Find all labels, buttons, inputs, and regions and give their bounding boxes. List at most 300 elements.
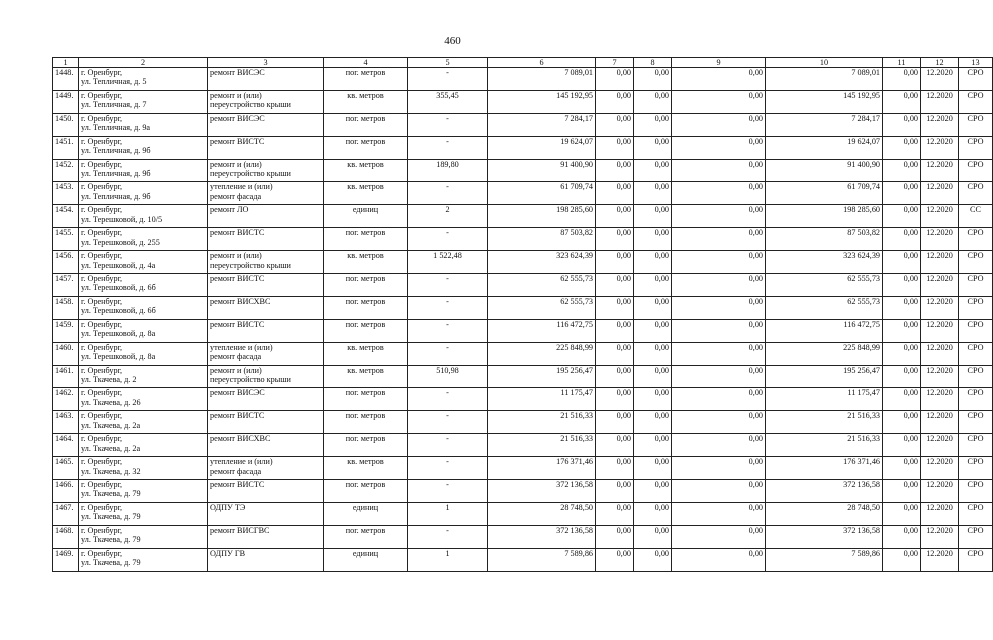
cost-cell: 61 709,74 [488,182,596,205]
col8-cell: 0,00 [634,159,672,182]
row-number: 1468. [53,525,79,548]
method-cell: СС [959,205,993,228]
unit-cell: пог. метров [324,525,408,548]
row-number: 1469. [53,548,79,571]
address-cell [79,182,208,205]
cost-cell: 116 472,75 [488,319,596,342]
period-cell: 12.2020 [921,548,959,571]
work-type-cell [208,342,324,365]
column-header-11: 11 [883,58,921,68]
address-street: ул. Тепличная, д. 9б [81,191,151,201]
col9-cell: 0,00 [672,548,766,571]
col11-cell: 0,00 [883,113,921,136]
column-header-2: 2 [79,58,208,68]
address-cell [79,480,208,503]
address-street: ул. Терешковой, д. 8а [81,352,156,362]
col9-cell: 0,00 [672,90,766,113]
method-cell: СРО [959,319,993,342]
col11-cell: 0,00 [883,457,921,480]
address-cell [79,159,208,182]
col7-cell: 0,00 [596,411,634,434]
col11-cell: 0,00 [883,480,921,503]
method-cell: СРО [959,548,993,571]
volume-cell: 1 [408,502,488,525]
work-type-cell [208,525,324,548]
col10-cell: 87 503,82 [766,228,883,251]
period-cell: 12.2020 [921,205,959,228]
unit-cell: пог. метров [324,136,408,159]
address-cell [79,228,208,251]
column-header-8: 8 [634,58,672,68]
address-cell [79,525,208,548]
method-cell: СРО [959,182,993,205]
address-street: ул. Ткачева, д. 2а [81,443,141,453]
work-type-line: ремонт ВИСТС [210,319,265,329]
col7-cell: 0,00 [596,388,634,411]
address-cell [79,319,208,342]
method-cell: СРО [959,525,993,548]
address-street: ул. Тепличная, д. 9б [81,146,151,156]
col11-cell: 0,00 [883,228,921,251]
period-cell: 12.2020 [921,136,959,159]
table-row [53,274,993,297]
table-row [53,251,993,274]
table-row [53,296,993,319]
work-type-cell [208,365,324,388]
col8-cell: 0,00 [634,228,672,251]
col10-cell: 372 136,58 [766,480,883,503]
volume-cell: - [408,457,488,480]
address-street: ул. Тепличная, д. 9б [81,168,151,178]
col8-cell: 0,00 [634,113,672,136]
cost-cell: 87 503,82 [488,228,596,251]
method-cell: СРО [959,296,993,319]
address-street: ул. Тепличная, д. 5 [81,77,147,87]
work-type-line: ремонт ВИСЭС [210,113,265,123]
work-type-line: ремонт фасада [210,466,262,476]
volume-cell: - [408,228,488,251]
address-city: г. Оренбург, [81,68,123,77]
col8-cell: 0,00 [634,434,672,457]
unit-cell: пог. метров [324,228,408,251]
work-type-cell [208,388,324,411]
cost-cell: 21 516,33 [488,434,596,457]
address-cell [79,136,208,159]
unit-cell: кв. метров [324,90,408,113]
col10-cell: 21 516,33 [766,434,883,457]
method-cell: СРО [959,228,993,251]
column-header-4: 4 [324,58,408,68]
unit-cell: пог. метров [324,411,408,434]
col8-cell: 0,00 [634,182,672,205]
volume-cell: - [408,68,488,91]
col7-cell: 0,00 [596,525,634,548]
column-header-3: 3 [208,58,324,68]
volume-cell: - [408,113,488,136]
col10-cell: 225 848,99 [766,342,883,365]
table-row [53,457,993,480]
address-street: ул. Ткачева, д. 79 [81,535,141,545]
work-type-cell [208,274,324,297]
work-type-line: переустройство крыши [210,100,291,110]
page-number: 460 [444,35,461,47]
address-city: г. Оренбург, [81,205,123,215]
cost-cell: 62 555,73 [488,274,596,297]
row-number: 1462. [53,388,79,411]
address-street: ул. Терешковой, д. 6б [81,306,156,316]
table-row [53,113,993,136]
col8-cell: 0,00 [634,342,672,365]
col10-cell: 195 256,47 [766,365,883,388]
unit-cell: кв. метров [324,457,408,480]
row-number: 1449. [53,90,79,113]
col10-cell: 28 748,50 [766,502,883,525]
col9-cell: 0,00 [672,159,766,182]
work-type-cell [208,502,324,525]
column-header-12: 12 [921,58,959,68]
volume-cell: 189,80 [408,159,488,182]
work-type-line: ремонт и (или) [210,90,262,100]
address-city: г. Оренбург, [81,480,123,490]
period-cell: 12.2020 [921,365,959,388]
table-row [53,182,993,205]
method-cell: СРО [959,274,993,297]
table-row [53,319,993,342]
address-street: ул. Ткачева, д. 2 [81,374,137,384]
col8-cell: 0,00 [634,296,672,319]
cost-cell: 21 516,33 [488,411,596,434]
volume-cell: - [408,182,488,205]
col10-cell: 198 285,60 [766,205,883,228]
col7-cell: 0,00 [596,502,634,525]
work-type-line: ремонт ВИСТС [210,274,265,284]
row-number: 1459. [53,319,79,342]
address-city: г. Оренбург, [81,388,123,398]
work-type-line: ремонт ВИСЭС [210,68,265,77]
address-cell [79,68,208,91]
row-number: 1458. [53,296,79,319]
method-cell: СРО [959,457,993,480]
col7-cell: 0,00 [596,365,634,388]
col11-cell: 0,00 [883,136,921,159]
volume-cell: - [408,525,488,548]
method-cell: СРО [959,251,993,274]
col8-cell: 0,00 [634,411,672,434]
work-type-line: ремонт фасада [210,352,262,362]
cost-cell: 91 400,90 [488,159,596,182]
volume-cell: 1 [408,548,488,571]
col11-cell: 0,00 [883,90,921,113]
address-cell [79,411,208,434]
address-city: г. Оренбург, [81,136,123,146]
work-type-cell [208,296,324,319]
row-number: 1460. [53,342,79,365]
table-row [53,90,993,113]
work-type-cell [208,251,324,274]
col11-cell: 0,00 [883,296,921,319]
col9-cell: 0,00 [672,274,766,297]
address-cell [79,296,208,319]
volume-cell: 2 [408,205,488,228]
row-number: 1450. [53,113,79,136]
address-cell [79,342,208,365]
repair-register-table [52,57,993,572]
col7-cell: 0,00 [596,182,634,205]
work-type-line: ремонт ВИСТС [210,480,265,490]
row-number: 1466. [53,480,79,503]
row-number: 1456. [53,251,79,274]
address-cell [79,502,208,525]
row-number: 1457. [53,274,79,297]
method-cell: СРО [959,502,993,525]
work-type-line: ремонт ВИСХВС [210,296,271,306]
volume-cell: - [408,319,488,342]
address-city: г. Оренбург, [81,274,123,284]
col7-cell: 0,00 [596,342,634,365]
unit-cell: пог. метров [324,319,408,342]
address-cell [79,457,208,480]
method-cell: СРО [959,68,993,91]
col9-cell: 0,00 [672,228,766,251]
work-type-line: переустройство крыши [210,260,291,270]
period-cell: 12.2020 [921,525,959,548]
volume-cell: - [408,136,488,159]
work-type-line: утепление и (или) [210,342,273,352]
address-cell [79,113,208,136]
volume-cell: - [408,342,488,365]
method-cell: СРО [959,136,993,159]
work-type-line: ремонт ВИСГВС [210,525,270,535]
work-type-cell [208,136,324,159]
unit-cell: единиц [324,502,408,525]
unit-cell: кв. метров [324,251,408,274]
table-row [53,411,993,434]
row-number: 1452. [53,159,79,182]
volume-cell: 510,98 [408,365,488,388]
col7-cell: 0,00 [596,205,634,228]
row-number: 1464. [53,434,79,457]
work-type-cell [208,411,324,434]
col9-cell: 0,00 [672,68,766,91]
address-street: ул. Терешковой, д. 10/5 [81,214,163,224]
column-header-1: 1 [53,58,79,68]
col10-cell: 116 472,75 [766,319,883,342]
col10-cell: 62 555,73 [766,274,883,297]
period-cell: 12.2020 [921,274,959,297]
address-city: г. Оренбург, [81,182,123,192]
row-number: 1461. [53,365,79,388]
work-type-line: ремонт и (или) [210,365,262,375]
address-city: г. Оренбург, [81,159,123,169]
volume-cell: - [408,274,488,297]
row-number: 1455. [53,228,79,251]
work-type-line: ремонт ЛО [210,205,249,215]
work-type-line: ремонт и (или) [210,159,262,169]
col8-cell: 0,00 [634,457,672,480]
col8-cell: 0,00 [634,205,672,228]
work-type-cell [208,205,324,228]
row-number: 1467. [53,502,79,525]
period-cell: 12.2020 [921,296,959,319]
period-cell: 12.2020 [921,90,959,113]
col11-cell: 0,00 [883,365,921,388]
table-row [53,502,993,525]
cost-cell: 198 285,60 [488,205,596,228]
unit-cell: пог. метров [324,113,408,136]
cost-cell: 372 136,58 [488,525,596,548]
work-type-cell [208,68,324,91]
table-row [53,365,993,388]
period-cell: 12.2020 [921,319,959,342]
address-street: ул. Ткачева, д. 79 [81,558,141,568]
unit-cell: кв. метров [324,365,408,388]
table-row [53,342,993,365]
col7-cell: 0,00 [596,68,634,91]
address-city: г. Оренбург, [81,411,123,421]
address-city: г. Оренбург, [81,502,123,512]
period-cell: 12.2020 [921,68,959,91]
col10-cell: 7 284,17 [766,113,883,136]
method-cell: СРО [959,342,993,365]
work-type-cell [208,159,324,182]
address-street: ул. Тепличная, д. 9а [81,123,151,133]
work-type-cell [208,113,324,136]
col7-cell: 0,00 [596,434,634,457]
cost-cell: 372 136,58 [488,480,596,503]
col9-cell: 0,00 [672,502,766,525]
address-cell [79,251,208,274]
work-type-cell [208,228,324,251]
work-type-line: утепление и (или) [210,182,273,192]
unit-cell: кв. метров [324,159,408,182]
col10-cell: 176 371,46 [766,457,883,480]
cost-cell: 176 371,46 [488,457,596,480]
col8-cell: 0,00 [634,388,672,411]
col11-cell: 0,00 [883,274,921,297]
address-cell [79,365,208,388]
col11-cell: 0,00 [883,251,921,274]
unit-cell: пог. метров [324,274,408,297]
table-row [53,68,993,91]
col10-cell: 11 175,47 [766,388,883,411]
col11-cell: 0,00 [883,502,921,525]
method-cell: СРО [959,159,993,182]
col9-cell: 0,00 [672,457,766,480]
col10-cell: 323 624,39 [766,251,883,274]
address-street: ул. Ткачева, д. 26 [81,397,141,407]
col11-cell: 0,00 [883,159,921,182]
col10-cell: 7 589,86 [766,548,883,571]
work-type-line: ремонт ВИСТС [210,136,265,146]
col9-cell: 0,00 [672,319,766,342]
row-number: 1448. [53,68,79,91]
row-number: 1463. [53,411,79,434]
col7-cell: 0,00 [596,90,634,113]
address-street: ул. Терешковой, д. 4а [81,260,156,270]
period-cell: 12.2020 [921,342,959,365]
col11-cell: 0,00 [883,68,921,91]
col7-cell: 0,00 [596,113,634,136]
table-row [53,388,993,411]
col9-cell: 0,00 [672,434,766,457]
work-type-line: ремонт и (или) [210,251,262,261]
cost-cell: 195 256,47 [488,365,596,388]
col11-cell: 0,00 [883,548,921,571]
col8-cell: 0,00 [634,480,672,503]
address-city: г. Оренбург, [81,525,123,535]
address-cell [79,434,208,457]
cost-cell: 323 624,39 [488,251,596,274]
work-type-cell [208,434,324,457]
col10-cell: 62 555,73 [766,296,883,319]
col9-cell: 0,00 [672,113,766,136]
work-type-line: ремонт фасада [210,191,262,201]
period-cell: 12.2020 [921,182,959,205]
col8-cell: 0,00 [634,90,672,113]
col10-cell: 372 136,58 [766,525,883,548]
cost-cell: 7 284,17 [488,113,596,136]
unit-cell: кв. метров [324,182,408,205]
address-city: г. Оренбург, [81,251,123,261]
address-cell [79,90,208,113]
table-body [53,68,993,572]
col7-cell: 0,00 [596,251,634,274]
row-number: 1454. [53,205,79,228]
col7-cell: 0,00 [596,228,634,251]
volume-cell: - [408,480,488,503]
col7-cell: 0,00 [596,548,634,571]
address-street: ул. Тепличная, д. 7 [81,100,147,110]
table-row [53,480,993,503]
col9-cell: 0,00 [672,411,766,434]
col7-cell: 0,00 [596,480,634,503]
col9-cell: 0,00 [672,388,766,411]
address-city: г. Оренбург, [81,434,123,444]
volume-cell: - [408,434,488,457]
period-cell: 12.2020 [921,251,959,274]
cost-cell: 11 175,47 [488,388,596,411]
address-city: г. Оренбург, [81,228,123,238]
address-city: г. Оренбург, [81,296,123,306]
work-type-line: ремонт ВИСЭС [210,388,265,398]
col10-cell: 145 192,95 [766,90,883,113]
unit-cell: пог. метров [324,480,408,503]
period-cell: 12.2020 [921,502,959,525]
work-type-cell [208,457,324,480]
col9-cell: 0,00 [672,136,766,159]
unit-cell: пог. метров [324,388,408,411]
address-city: г. Оренбург, [81,548,123,558]
address-street: ул. Терешковой, д. 6б [81,283,156,293]
col10-cell: 91 400,90 [766,159,883,182]
col11-cell: 0,00 [883,319,921,342]
period-cell: 12.2020 [921,457,959,480]
col9-cell: 0,00 [672,205,766,228]
col8-cell: 0,00 [634,319,672,342]
address-city: г. Оренбург, [81,365,123,375]
work-type-line: ремонт ВИСТС [210,228,265,238]
volume-cell: 355,45 [408,90,488,113]
work-type-cell [208,182,324,205]
col7-cell: 0,00 [596,296,634,319]
address-street: ул. Терешковой, д. 8а [81,329,156,339]
cost-cell: 7 089,01 [488,68,596,91]
period-cell: 12.2020 [921,113,959,136]
method-cell: СРО [959,90,993,113]
table-row [53,159,993,182]
work-type-cell [208,480,324,503]
col9-cell: 0,00 [672,480,766,503]
